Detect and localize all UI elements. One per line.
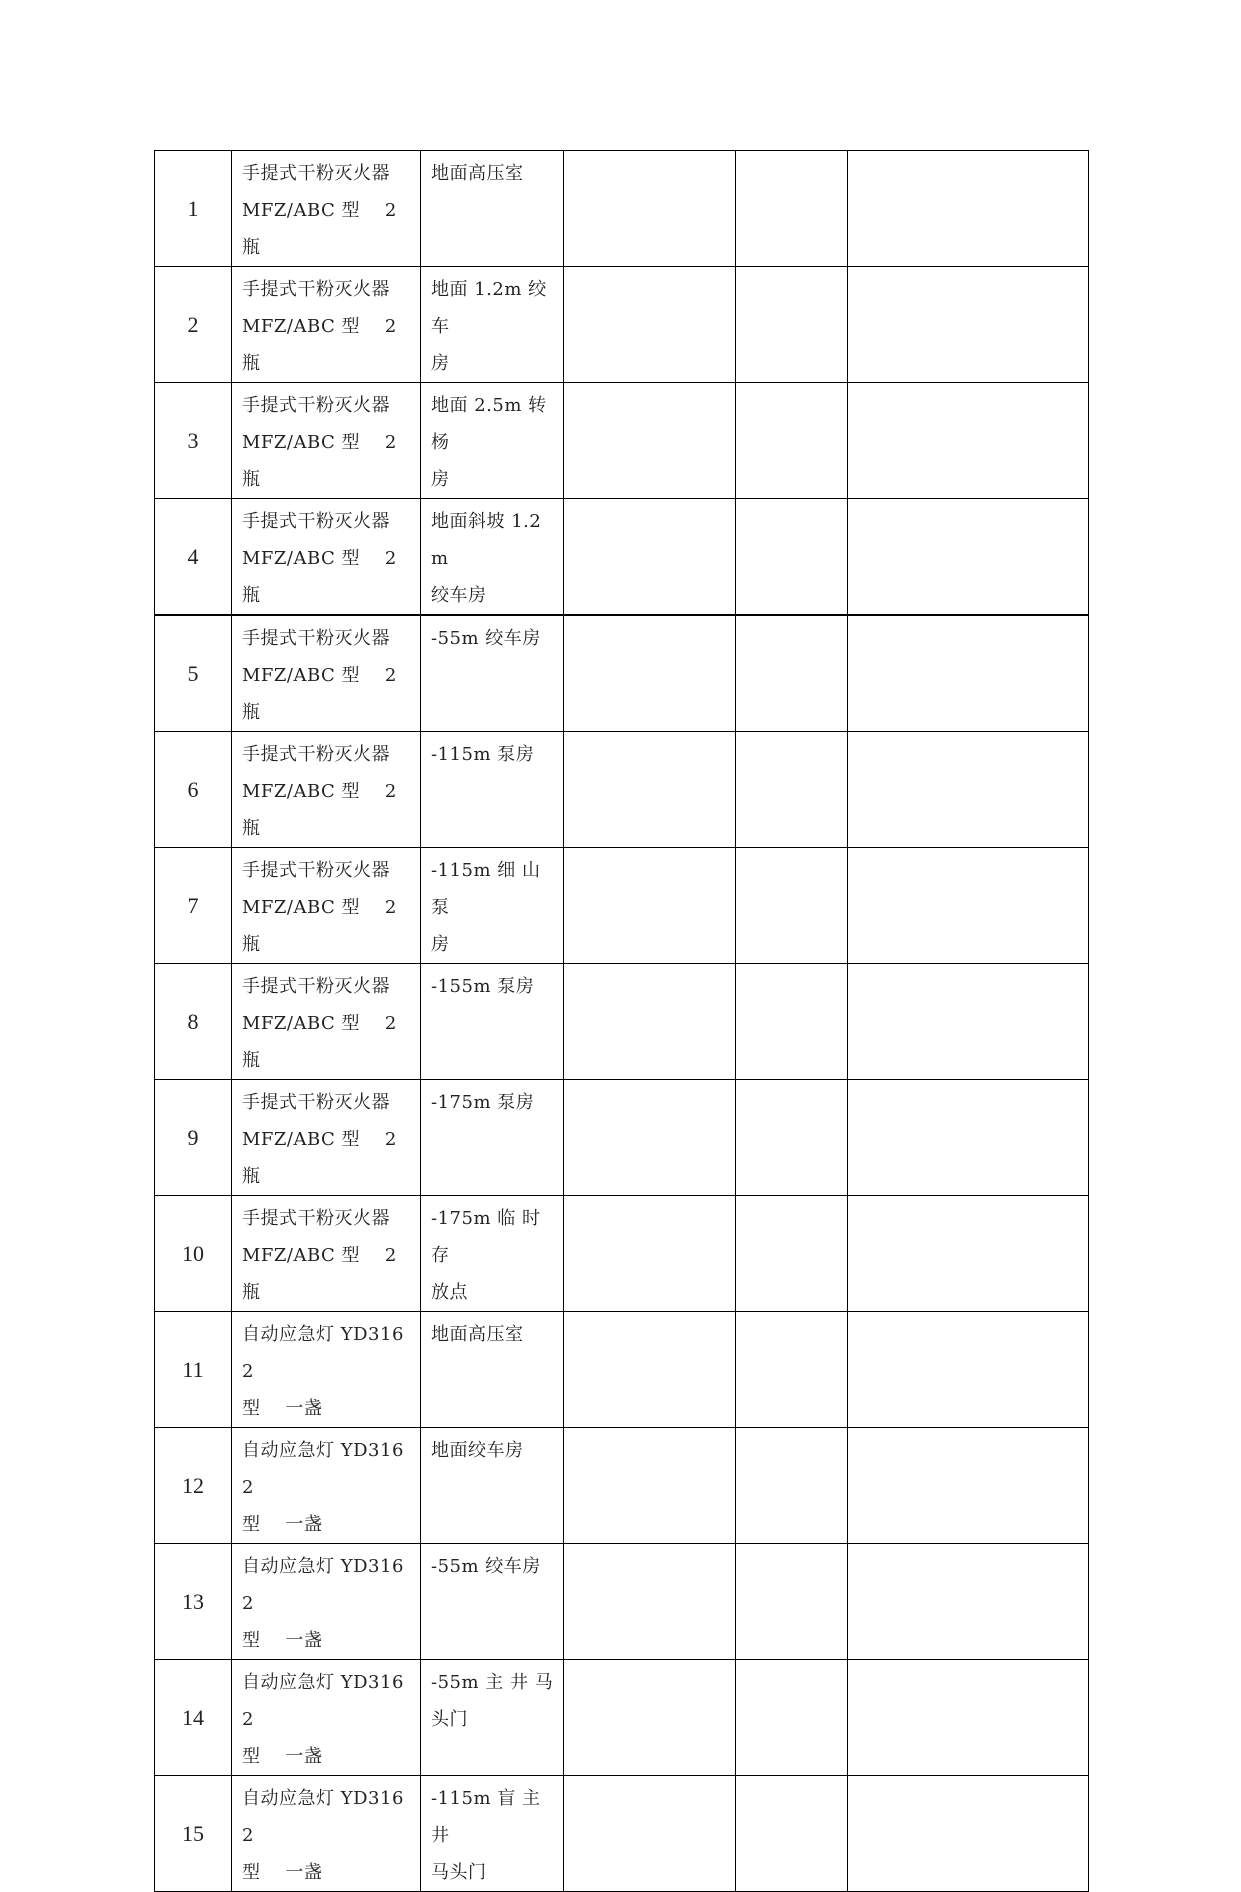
table-row — [155, 1196, 1089, 1312]
blank-cell-col6 — [848, 1544, 1089, 1660]
location-cell: -55m 主 井 马 头门 — [421, 1660, 564, 1776]
item-description-cell: 手提式干粉灭火器 MFZ/ABC 型 2 瓶 — [232, 615, 421, 732]
blank-cell-col6 — [848, 1776, 1089, 1892]
row-number-cell: 5 — [155, 615, 232, 732]
row-number-cell: 12 — [155, 1428, 232, 1544]
blank-cell-col6 — [848, 732, 1089, 848]
blank-cell-col5 — [736, 383, 848, 499]
location-cell: -175m 临 时 存 放点 — [421, 1196, 564, 1312]
blank-cell-col4 — [564, 1544, 736, 1660]
location-cell: -115m 泵房 — [421, 732, 564, 848]
table-row — [155, 383, 1089, 499]
table-row — [155, 1660, 1089, 1776]
blank-cell-col4 — [564, 1428, 736, 1544]
row-number-cell: 8 — [155, 964, 232, 1080]
blank-cell-col4 — [564, 1660, 736, 1776]
blank-cell-col5 — [736, 964, 848, 1080]
item-description-cell: 手提式干粉灭火器 MFZ/ABC 型 2 瓶 — [232, 848, 421, 964]
item-description-cell: 手提式干粉灭火器 MFZ/ABC 型 2 瓶 — [232, 1080, 421, 1196]
location-cell: -155m 泵房 — [421, 964, 564, 1080]
equipment-table-body — [155, 151, 1089, 1892]
blank-cell-col4 — [564, 151, 736, 267]
row-number-cell: 11 — [155, 1312, 232, 1428]
location-cell: 地面 2.5m 转杨 房 — [421, 383, 564, 499]
blank-cell-col6 — [848, 499, 1089, 616]
location-cell: -55m 绞车房 — [421, 1544, 564, 1660]
location-cell: 地面绞车房 — [421, 1428, 564, 1544]
blank-cell-col5 — [736, 1196, 848, 1312]
item-description-cell: 手提式干粉灭火器 MFZ/ABC 型 2 瓶 — [232, 499, 421, 616]
table-row — [155, 151, 1089, 267]
table-row — [155, 964, 1089, 1080]
row-number-cell: 4 — [155, 499, 232, 616]
blank-cell-col5 — [736, 1544, 848, 1660]
blank-cell-col6 — [848, 151, 1089, 267]
blank-cell-col5 — [736, 499, 848, 616]
blank-cell-col6 — [848, 1080, 1089, 1196]
blank-cell-col6 — [848, 964, 1089, 1080]
item-description-cell: 手提式干粉灭火器 MFZ/ABC 型 2 瓶 — [232, 732, 421, 848]
blank-cell-col5 — [736, 151, 848, 267]
blank-cell-col4 — [564, 1196, 736, 1312]
blank-cell-col4 — [564, 732, 736, 848]
item-description-cell: 手提式干粉灭火器 MFZ/ABC 型 2 瓶 — [232, 151, 421, 267]
location-cell: 地面斜坡 1.2m 绞车房 — [421, 499, 564, 616]
location-cell: -175m 泵房 — [421, 1080, 564, 1196]
blank-cell-col6 — [848, 1428, 1089, 1544]
blank-cell-col6 — [848, 848, 1089, 964]
blank-cell-col4 — [564, 964, 736, 1080]
table-row — [155, 1544, 1089, 1660]
equipment-table — [154, 150, 1089, 1892]
blank-cell-col6 — [848, 1660, 1089, 1776]
blank-cell-col5 — [736, 615, 848, 732]
blank-cell-col4 — [564, 1312, 736, 1428]
table-row — [155, 1428, 1089, 1544]
item-description-cell: 手提式干粉灭火器 MFZ/ABC 型 2 瓶 — [232, 1196, 421, 1312]
blank-cell-col6 — [848, 1196, 1089, 1312]
table-row — [155, 615, 1089, 732]
item-description-cell: 手提式干粉灭火器 MFZ/ABC 型 2 瓶 — [232, 383, 421, 499]
table-row — [155, 267, 1089, 383]
row-number-cell: 6 — [155, 732, 232, 848]
table-row — [155, 732, 1089, 848]
row-number-cell: 15 — [155, 1776, 232, 1892]
location-cell: -55m 绞车房 — [421, 615, 564, 732]
blank-cell-col4 — [564, 267, 736, 383]
blank-cell-col4 — [564, 848, 736, 964]
row-number-cell: 14 — [155, 1660, 232, 1776]
table-row — [155, 1080, 1089, 1196]
blank-cell-col5 — [736, 1428, 848, 1544]
blank-cell-col6 — [848, 615, 1089, 732]
table-row — [155, 499, 1089, 616]
location-cell: -115m 盲 主 井 马头门 — [421, 1776, 564, 1892]
row-number-cell: 1 — [155, 151, 232, 267]
location-cell: 地面 1.2m 绞车 房 — [421, 267, 564, 383]
table-row — [155, 1312, 1089, 1428]
blank-cell-col5 — [736, 1080, 848, 1196]
item-description-cell: 自动应急灯 YD3162 型 一盏 — [232, 1776, 421, 1892]
blank-cell-col6 — [848, 1312, 1089, 1428]
blank-cell-col6 — [848, 383, 1089, 499]
location-cell: 地面高压室 — [421, 151, 564, 267]
item-description-cell: 自动应急灯 YD3162 型 一盏 — [232, 1428, 421, 1544]
blank-cell-col5 — [736, 1660, 848, 1776]
blank-cell-col5 — [736, 267, 848, 383]
blank-cell-col5 — [736, 1312, 848, 1428]
blank-cell-col6 — [848, 267, 1089, 383]
blank-cell-col4 — [564, 1080, 736, 1196]
item-description-cell: 自动应急灯 YD3162 型 一盏 — [232, 1312, 421, 1428]
item-description-cell: 自动应急灯 YD3162 型 一盏 — [232, 1660, 421, 1776]
blank-cell-col5 — [736, 1776, 848, 1892]
blank-cell-col4 — [564, 615, 736, 732]
blank-cell-col4 — [564, 383, 736, 499]
location-cell: 地面高压室 — [421, 1312, 564, 1428]
blank-cell-col4 — [564, 1776, 736, 1892]
row-number-cell: 10 — [155, 1196, 232, 1312]
item-description-cell: 手提式干粉灭火器 MFZ/ABC 型 2 瓶 — [232, 964, 421, 1080]
blank-cell-col4 — [564, 499, 736, 616]
row-number-cell: 9 — [155, 1080, 232, 1196]
row-number-cell: 13 — [155, 1544, 232, 1660]
item-description-cell: 手提式干粉灭火器 MFZ/ABC 型 2 瓶 — [232, 267, 421, 383]
item-description-cell: 自动应急灯 YD3162 型 一盏 — [232, 1544, 421, 1660]
blank-cell-col5 — [736, 848, 848, 964]
table-row — [155, 1776, 1089, 1892]
row-number-cell: 3 — [155, 383, 232, 499]
blank-cell-col5 — [736, 732, 848, 848]
row-number-cell: 7 — [155, 848, 232, 964]
location-cell: -115m 细 山 泵 房 — [421, 848, 564, 964]
table-row — [155, 848, 1089, 964]
row-number-cell: 2 — [155, 267, 232, 383]
